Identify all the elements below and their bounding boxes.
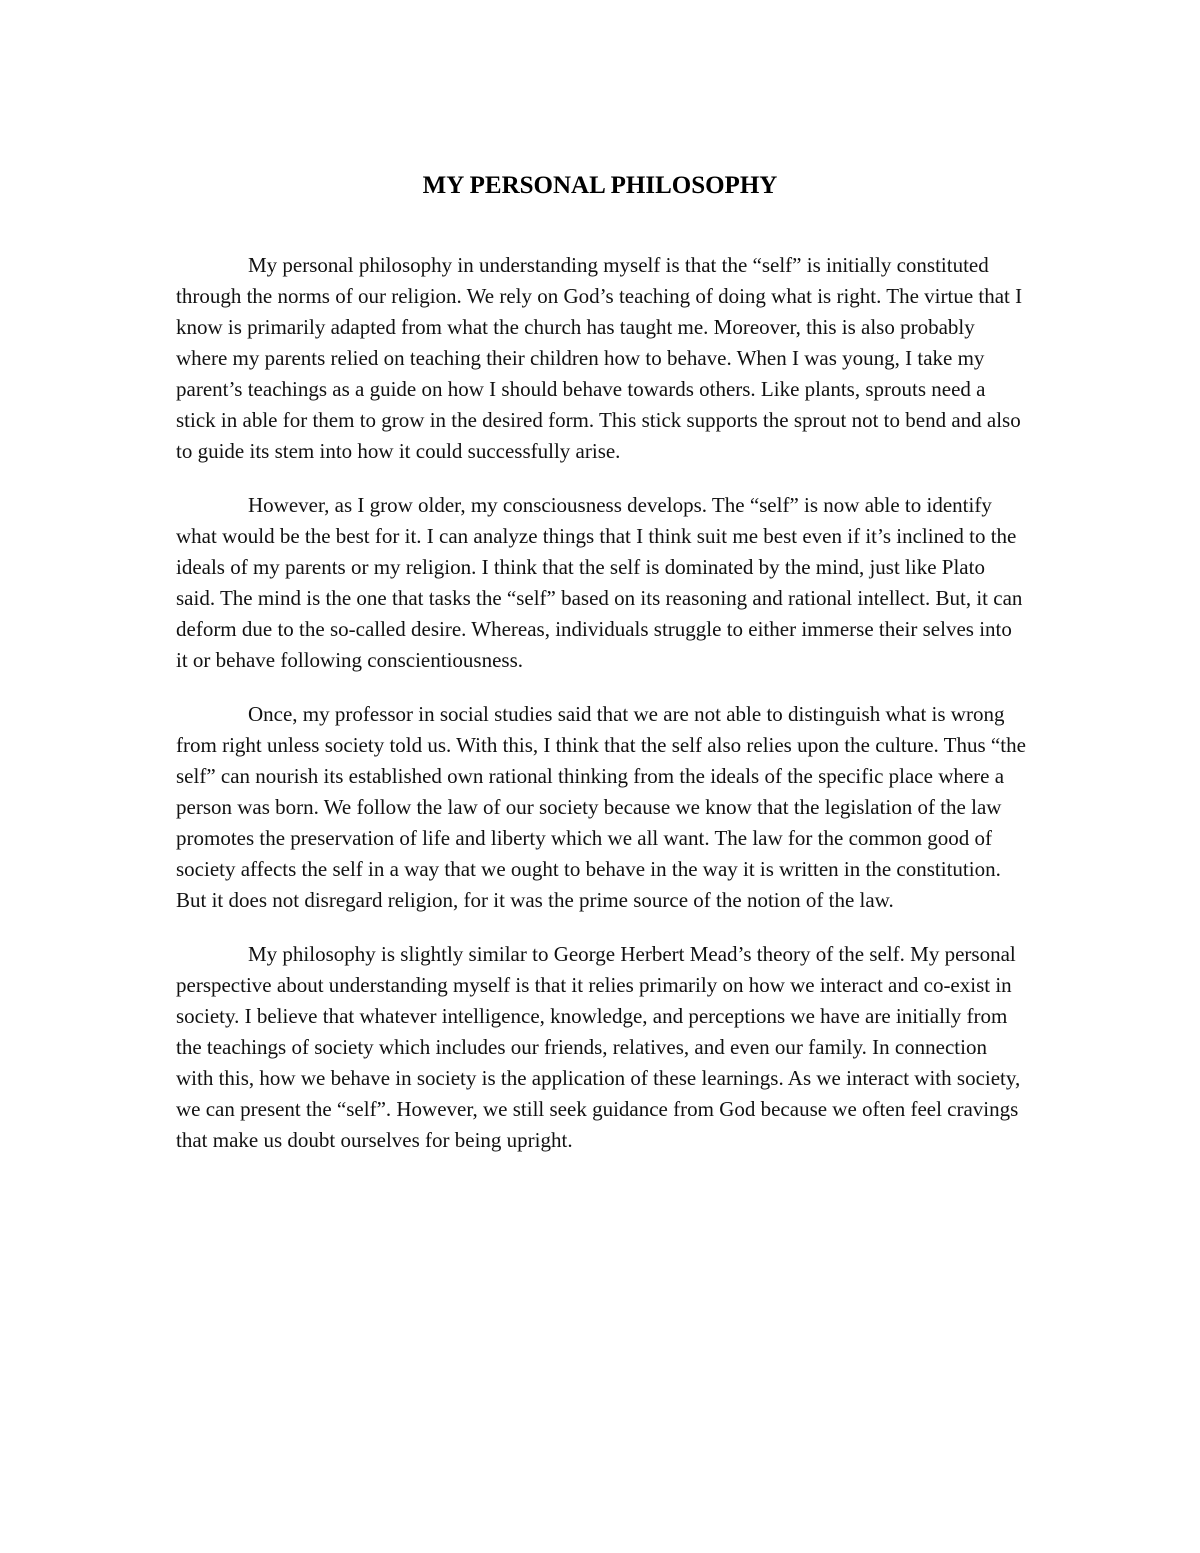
paragraph-2: However, as I grow older, my consciousness develops. The “self” is now able to identify what would be the best for it. I can analyze things that I think suit me best even if it’s inclined to the ideals of my parents or my religion. I think that the self is dominated by the mind, just like Plato said. The mind is the one that tasks the “self” based on its reasoning and rational intellect. But, it can deform due to the so-called desire. Whereas, individuals struggle to either immerse their selves into it or behave following conscientiousness. [176, 493, 1023, 672]
paragraph-3: Once, my professor in social studies said that we are not able to distinguish what is wrong from right unless society told us. With this, I think that the self also relies upon the culture. Thus “the self” can nourish its established own rational thinking from the ideals of the specific place where a person was born. We follow the law of our society because we know that the legislation of the law promotes the preservation of life and liberty which we all want. The law for the common good of society affects the self in a way that we ought to behave in the way it is written in the constitution. But it does not disregard religion, for it was the prime source of the notion of the law. [176, 702, 1026, 912]
document-body [176, 250, 1028, 1179]
document-title: MY PERSONAL PHILOSOPHY [422, 172, 778, 199]
paragraph-4: My philosophy is slightly similar to George Herbert Mead’s theory of the self. My personal perspective about understanding myself is that it relies primarily on how we interact and co-exist in society. I believe that whatever intelligence, knowledge, and perceptions we have are initially from the teachings of society which includes our friends, relatives, and even our family. In connection with this, how we behave in society is the application of these learnings. As we interact with society, we can present the “self”. However, we still seek guidance from God because we often feel cravings that make us doubt ourselves for being upright. [176, 942, 1021, 1152]
paragraph-1: My personal philosophy in understanding myself is that the “self” is initially constituted through the norms of our religion. We rely on God’s teaching of doing what is right. The virtue that I know is primarily adapted from what the church has taught me. Moreover, this is also probably where my parents relied on teaching their children how to behave. When I was young, I take my parent’s teachings as a guide on how I should behave towards others. Like plants, sprouts need a stick in able for them to grow in the desired form. This stick supports the sprout not to bend and also to guide its stem into how it could successfully arise. [176, 253, 1023, 463]
